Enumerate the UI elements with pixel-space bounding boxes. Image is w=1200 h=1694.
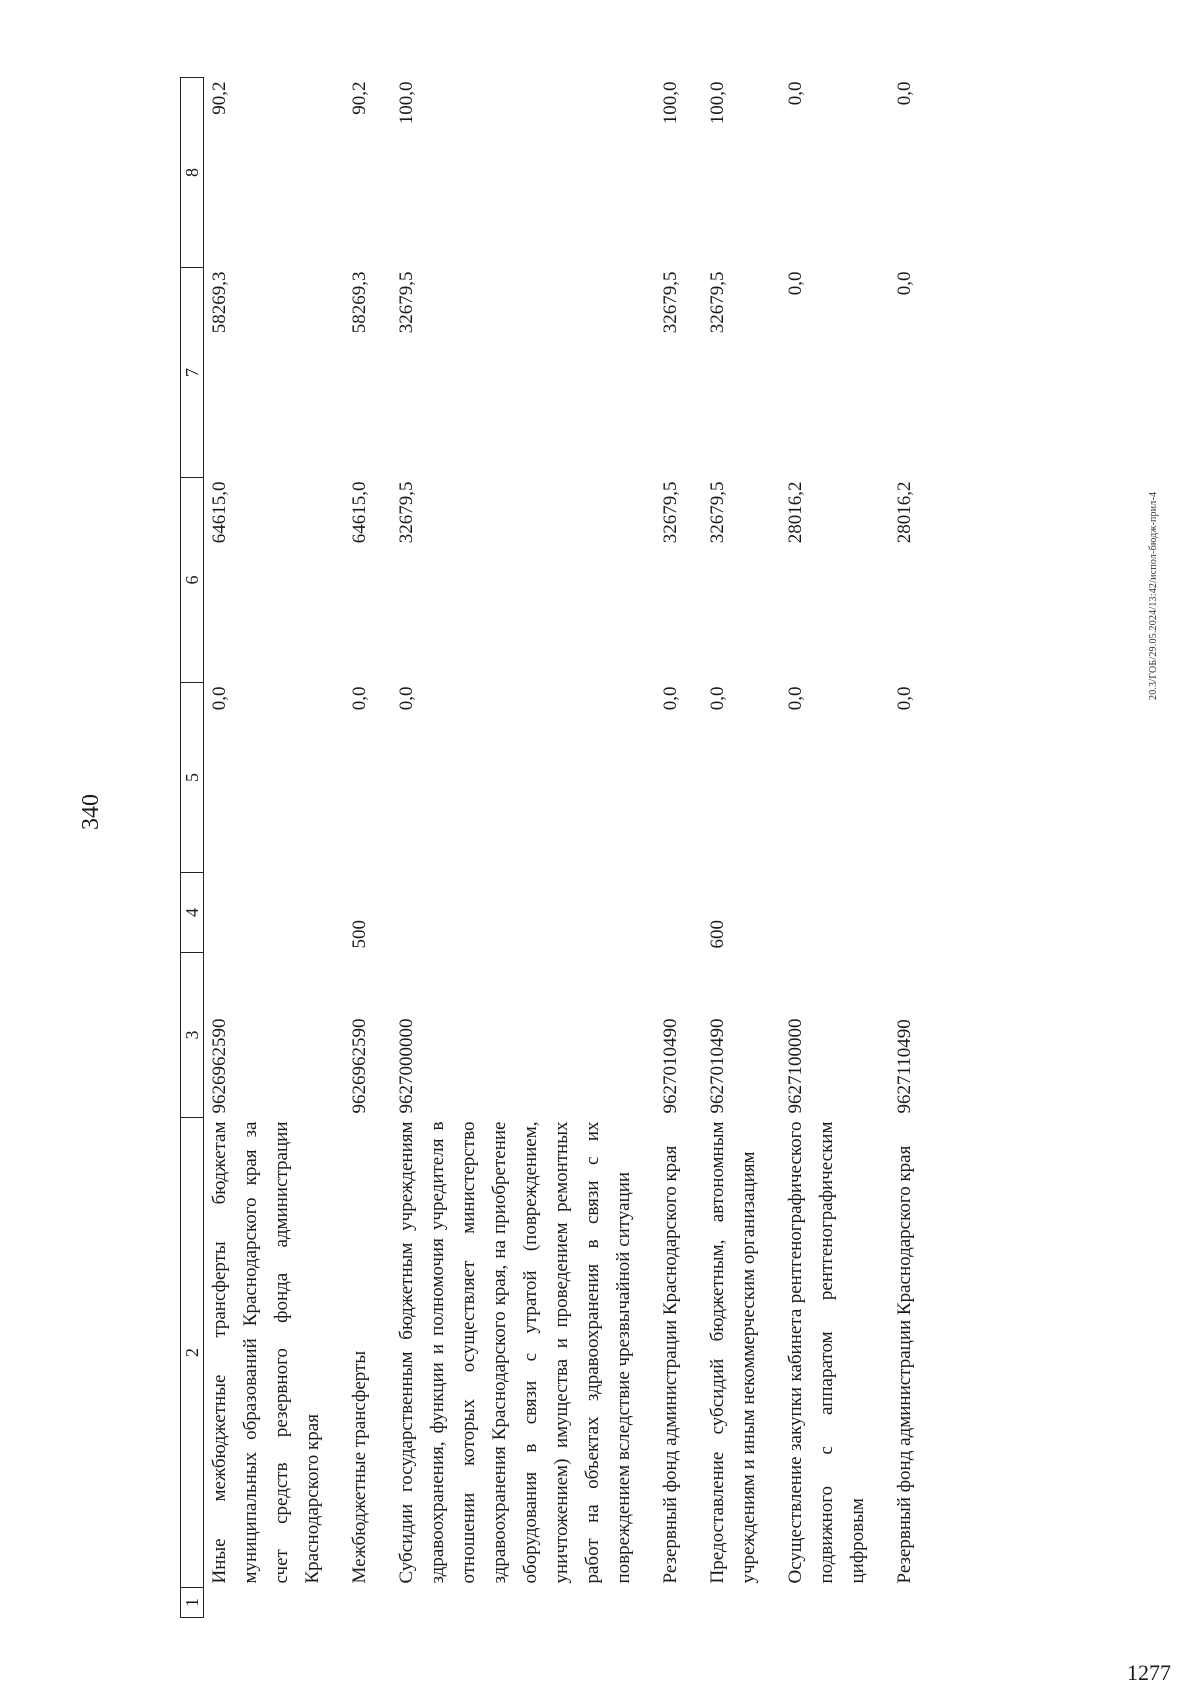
col-header-6: 6 [181, 478, 204, 683]
row-col-5: 0,0 [785, 686, 806, 711]
row-col-7: 58269,3 [209, 271, 230, 334]
document-code: 20.3/ГОБ/29.05.2024/13:42/испол-бюдж-прил-4 [1148, 491, 1159, 700]
row-col-7: 0,0 [894, 271, 915, 296]
row-col-1 [889, 1588, 936, 1618]
row-type: 500 [349, 920, 370, 949]
budget-table [180, 78, 1080, 1618]
row-col-5: 0,0 [660, 686, 681, 711]
row-col-7: 32679,5 [660, 271, 681, 334]
row-name: Субсидии государственным бюджетным учреждениям здравоохранения, функции и полномочия учредителя в отношении которых осуществляет министерство здравоохранения Краснодарского края, на приобретение оборудования в связи с утратой (повреждением, уничтожением) имущества и проведением ремонтных работ на объектах здравоохранения в связи с их повреждением вследствие чрезвычайной ситуации [396, 1121, 634, 1584]
table-row [204, 78, 345, 1618]
row-code: 9627010490 [707, 1018, 728, 1114]
row-col-6: 28016,2 [894, 481, 915, 544]
row-name: Осуществление закупки кабинета рентгенографического подвижного с аппаратом рентгенографическим цифровым [785, 1121, 868, 1584]
table-row [655, 78, 702, 1618]
table-row [889, 78, 936, 1618]
row-code: 9627010490 [660, 1018, 681, 1114]
row-col-8: 100,0 [707, 81, 728, 125]
header-row [181, 78, 204, 1618]
row-type [391, 873, 655, 953]
row-name: Резервный фонд администрации Краснодарского края [894, 1145, 915, 1584]
row-name: Предоставление субсидий бюджетным, автономным учреждениям и иным некоммерческим организациям [707, 1121, 759, 1584]
row-name: Межбюджетные трансферты [349, 1350, 370, 1584]
row-code: 9626962590 [349, 1018, 370, 1114]
row-col-8: 0,0 [894, 81, 915, 106]
row-col-5: 0,0 [349, 686, 370, 711]
row-type [204, 873, 345, 953]
row-col-1 [780, 1588, 889, 1618]
row-col-7: 32679,5 [707, 271, 728, 334]
sheet-number: 1277 [1127, 1660, 1171, 1685]
row-name: Резервный фонд администрации Краснодарского края [660, 1145, 681, 1584]
col-header-4: 4 [181, 873, 204, 953]
table-row [780, 78, 889, 1618]
row-col-1 [344, 1588, 391, 1618]
col-header-7: 7 [181, 268, 204, 478]
row-col-7: 32679,5 [396, 271, 417, 334]
row-name: Иные межбюджетные трансферты бюджетам муниципальных образований Краснодарского края за счет средств резервного фонда администрации Краснодарского края [209, 1121, 323, 1584]
row-col-6: 28016,2 [785, 481, 806, 544]
col-header-5: 5 [181, 683, 204, 873]
row-col-5: 0,0 [209, 686, 230, 711]
page-number: 340 [78, 794, 104, 830]
col-header-3: 3 [181, 953, 204, 1118]
row-col-8: 100,0 [660, 81, 681, 125]
row-col-8: 90,2 [209, 81, 230, 115]
row-col-1 [391, 1588, 655, 1618]
row-col-5: 0,0 [707, 686, 728, 711]
row-col-7: 58269,3 [349, 271, 370, 334]
col-header-8: 8 [181, 78, 204, 268]
row-code: 9627000000 [396, 1018, 417, 1114]
row-col-6: 32679,5 [707, 481, 728, 544]
row-col-8: 100,0 [396, 81, 417, 125]
table-row [344, 78, 391, 1618]
row-type [780, 873, 889, 953]
row-code: 9627100000 [785, 1018, 806, 1114]
row-code: 9627110490 [894, 1019, 915, 1114]
row-code: 9626962590 [209, 1018, 230, 1114]
col-header-2: 2 [181, 1118, 204, 1588]
row-type [655, 873, 702, 953]
row-type [889, 873, 936, 953]
row-col-7: 0,0 [785, 271, 806, 296]
table-row [702, 78, 780, 1618]
row-col-8: 90,2 [349, 81, 370, 115]
table-row [391, 78, 655, 1618]
row-col-5: 0,0 [396, 686, 417, 711]
row-col-6: 32679,5 [660, 481, 681, 544]
row-type: 600 [707, 920, 728, 949]
col-header-1: 1 [181, 1588, 204, 1618]
row-col-6: 32679,5 [396, 481, 417, 544]
row-col-1 [702, 1588, 780, 1618]
row-col-8: 0,0 [785, 81, 806, 106]
row-col-6: 64615,0 [349, 481, 370, 544]
row-col-1 [204, 1588, 345, 1618]
row-col-1 [655, 1588, 702, 1618]
row-col-6: 64615,0 [209, 481, 230, 544]
row-col-5: 0,0 [894, 686, 915, 711]
